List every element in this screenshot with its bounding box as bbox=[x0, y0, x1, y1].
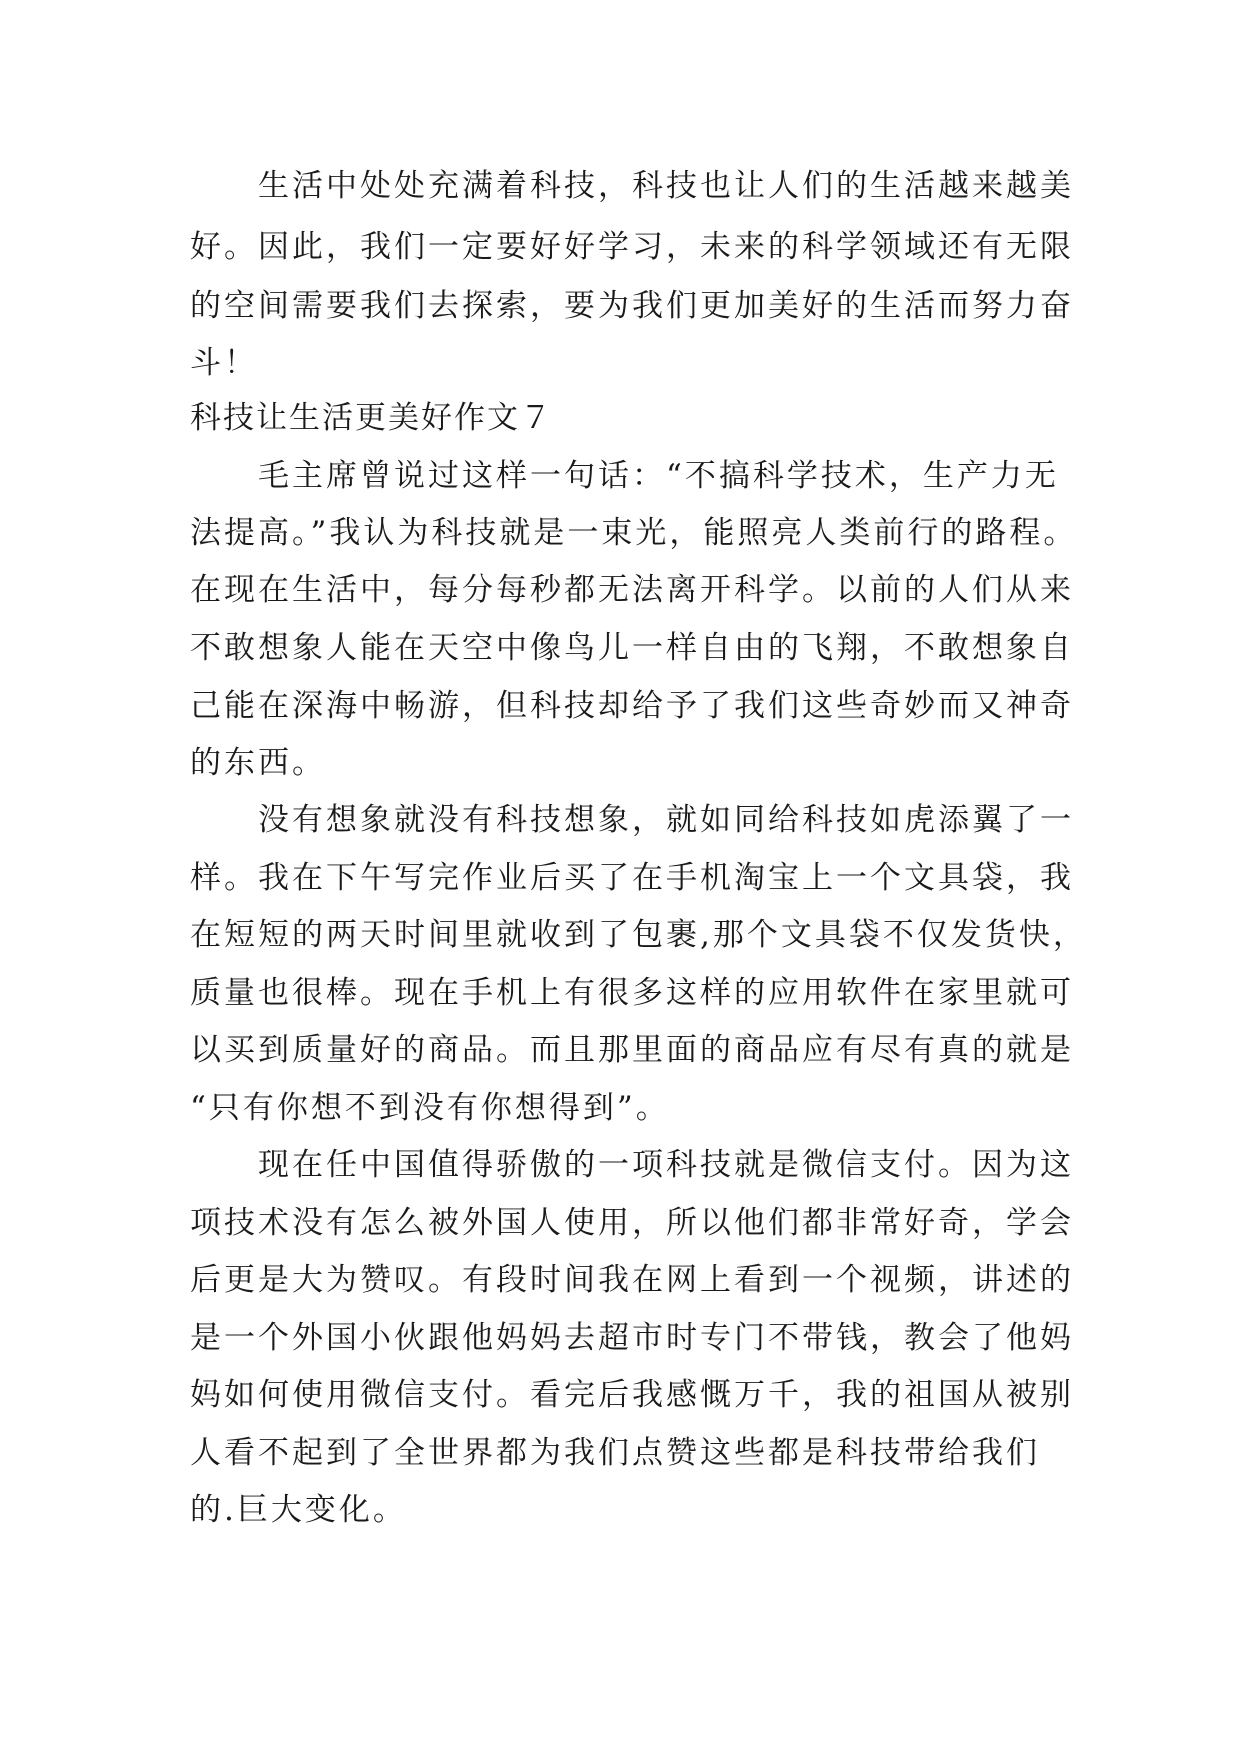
paragraph-line: 在短短的两天时间里就收到了包裹,那个文具袋不仅发货快， bbox=[190, 917, 1087, 953]
paragraph-line: 质量也很棒。现在手机上有很多这样的应用软件在家里就可 bbox=[190, 975, 1074, 1011]
paragraph-line: 现在任中国值得骄傲的一项科技就是微信支付。因为这 bbox=[258, 1147, 1074, 1183]
paragraph-line: “只有你想不到没有你想得到”。 bbox=[190, 1090, 670, 1126]
paragraph-line: 是一个外国小伙跟他妈妈去超市时专门不带钱，教会了他妈 bbox=[190, 1320, 1074, 1356]
paragraph-line: 法提高。”我认为科技就是一束光，能照亮人类前行的路程。 bbox=[190, 515, 1078, 551]
paragraph-line: 样。我在下午写完作业后买了在手机淘宝上一个文具袋，我 bbox=[190, 860, 1074, 896]
paragraph-line: 妈如何使用微信支付。看完后我感慨万千，我的祖国从被别 bbox=[190, 1377, 1074, 1413]
paragraph-line: 人看不起到了全世界都为我们点赞这些都是科技带给我们 bbox=[190, 1435, 1040, 1471]
paragraph-line: 的空间需要我们去探索，要为我们更加美好的生活而努力奋 bbox=[190, 288, 1074, 324]
paragraph-line: 斗！ bbox=[190, 345, 258, 381]
paragraph-line: 生活中处处充满着科技，科技也让人们的生活越来越美 bbox=[258, 168, 1074, 204]
paragraph-line: 项技术没有怎么被外国人使用，所以他们都非常好奇，学会 bbox=[190, 1205, 1074, 1241]
paragraph-line: 没有想象就没有科技想象，就如同给科技如虎添翼了一 bbox=[258, 802, 1074, 838]
paragraph-line: 毛主席曾说过这样一句话：“不搞科学技术，生产力无 bbox=[258, 458, 1059, 494]
paragraph-line: 的.巨大变化。 bbox=[190, 1492, 407, 1528]
paragraph-line: 不敢想象人能在天空中像鸟儿一样自由的飞翔，不敢想象自 bbox=[190, 630, 1074, 666]
paragraph-line: 己能在深海中畅游，但科技却给予了我们这些奇妙而又神奇 bbox=[190, 688, 1074, 724]
paragraph-line: 的东西。 bbox=[190, 745, 326, 781]
paragraph-line: 在现在生活中，每分每秒都无法离开科学。以前的人们从来 bbox=[190, 572, 1074, 608]
paragraph-line: 好。因此，我们一定要好好学习，未来的科学领域还有无限 bbox=[190, 229, 1074, 265]
section-heading: 科技让生活更美好作文７ bbox=[190, 400, 553, 436]
paragraph-line: 后更是大为赞叹。有段时间我在网上看到一个视频，讲述的 bbox=[190, 1262, 1074, 1298]
paragraph-line: 以买到质量好的商品。而且那里面的商品应有尽有真的就是 bbox=[190, 1032, 1074, 1068]
